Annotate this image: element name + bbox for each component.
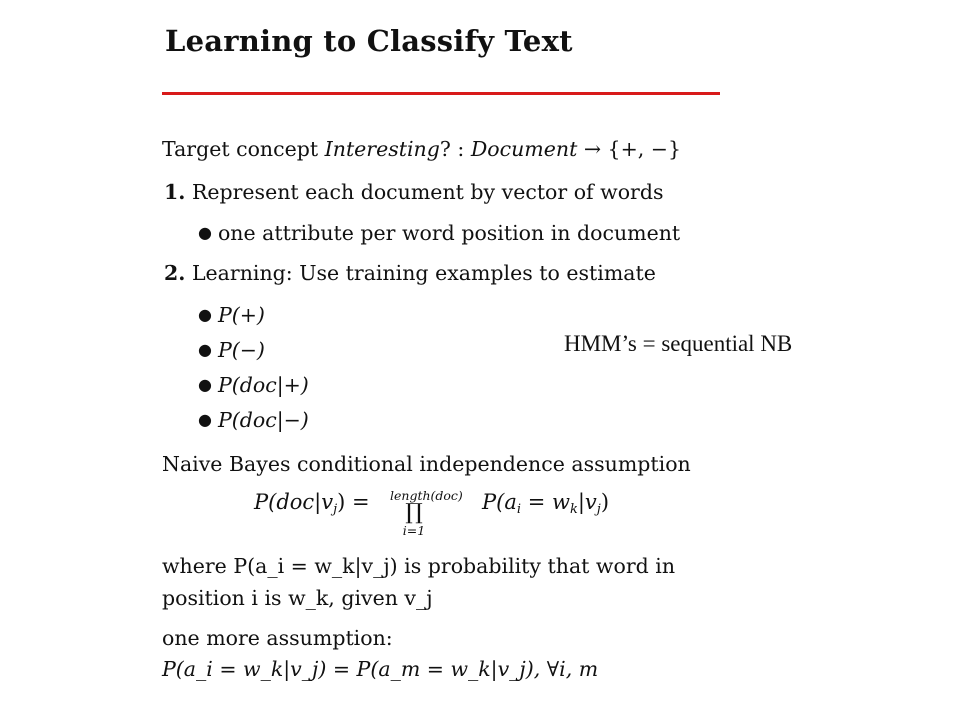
product-lower: i=1 — [402, 523, 426, 538]
bullet-icon: ● — [198, 305, 212, 324]
estimate-text: P(doc|−) — [217, 408, 309, 432]
product-upper: length(doc) — [390, 488, 463, 503]
formula-rhs-sub-j: j — [596, 502, 601, 517]
product-icon: ∏ — [405, 500, 423, 525]
estimate-item — [198, 373, 309, 397]
step2-number: 2. — [164, 261, 186, 285]
estimate-text: P(−) — [217, 338, 265, 362]
estimate-text: P(doc|+) — [217, 373, 309, 397]
target-concept: Interesting — [324, 137, 440, 161]
side-note: HMM’s = sequential NB — [564, 331, 793, 356]
estimate-item — [198, 303, 265, 327]
step1-number: 1. — [164, 180, 186, 204]
bullet-icon: ● — [198, 410, 212, 429]
product-operator — [384, 488, 463, 538]
bullet-icon: ● — [198, 340, 212, 359]
target-arrow: → {+, −} — [577, 137, 681, 161]
where-line-1: where P(a_i = w_k|v_j) is probability that word in — [162, 554, 676, 578]
formula-eq: ) = — [337, 490, 370, 514]
estimate-text: P(+) — [217, 303, 265, 327]
step1-bullet — [198, 221, 680, 245]
step2-line — [164, 261, 656, 285]
formula-rhs-close: ) — [600, 490, 610, 514]
naive-bayes-formula-lhs — [254, 490, 370, 517]
more-assumption-label: one more assumption: — [162, 626, 393, 650]
formula-lhs-sub: j — [333, 502, 338, 517]
step1-line — [164, 180, 664, 204]
target-prefix: Target concept — [162, 137, 325, 161]
formula-rhs: P(a — [482, 490, 517, 514]
estimate-item — [198, 408, 309, 432]
target-question: ? : — [439, 137, 471, 161]
formula-rhs-mid: = w — [521, 490, 570, 514]
target-concept-line — [162, 137, 681, 161]
naive-bayes-assumption: Naive Bayes conditional independence assumption — [162, 452, 691, 476]
target-domain: Document — [470, 137, 578, 161]
estimate-item — [198, 338, 265, 362]
naive-bayes-formula-rhs — [482, 490, 609, 517]
step1-text: Represent each document by vector of words — [191, 180, 664, 204]
bullet-icon: ● — [198, 223, 212, 242]
formula-lhs: P(doc|v — [254, 490, 334, 514]
step1-bullet-text: one attribute per word position in document — [217, 221, 681, 245]
formula-rhs-end: |v — [577, 490, 597, 514]
step2-text: Learning: Use training examples to estimate — [191, 261, 656, 285]
formula-rhs-sub-k: k — [569, 502, 578, 517]
more-assumption-formula: P(a_i = w_k|v_j) = P(a_m = w_k|v_j), ∀i, m — [162, 657, 599, 681]
where-line-2: position i is w_k, given v_j — [162, 586, 433, 610]
title-underline — [162, 92, 720, 95]
slide-title: Learning to Classify Text — [165, 24, 573, 58]
bullet-icon: ● — [198, 375, 212, 394]
formula-rhs-sub-i: i — [516, 502, 522, 517]
